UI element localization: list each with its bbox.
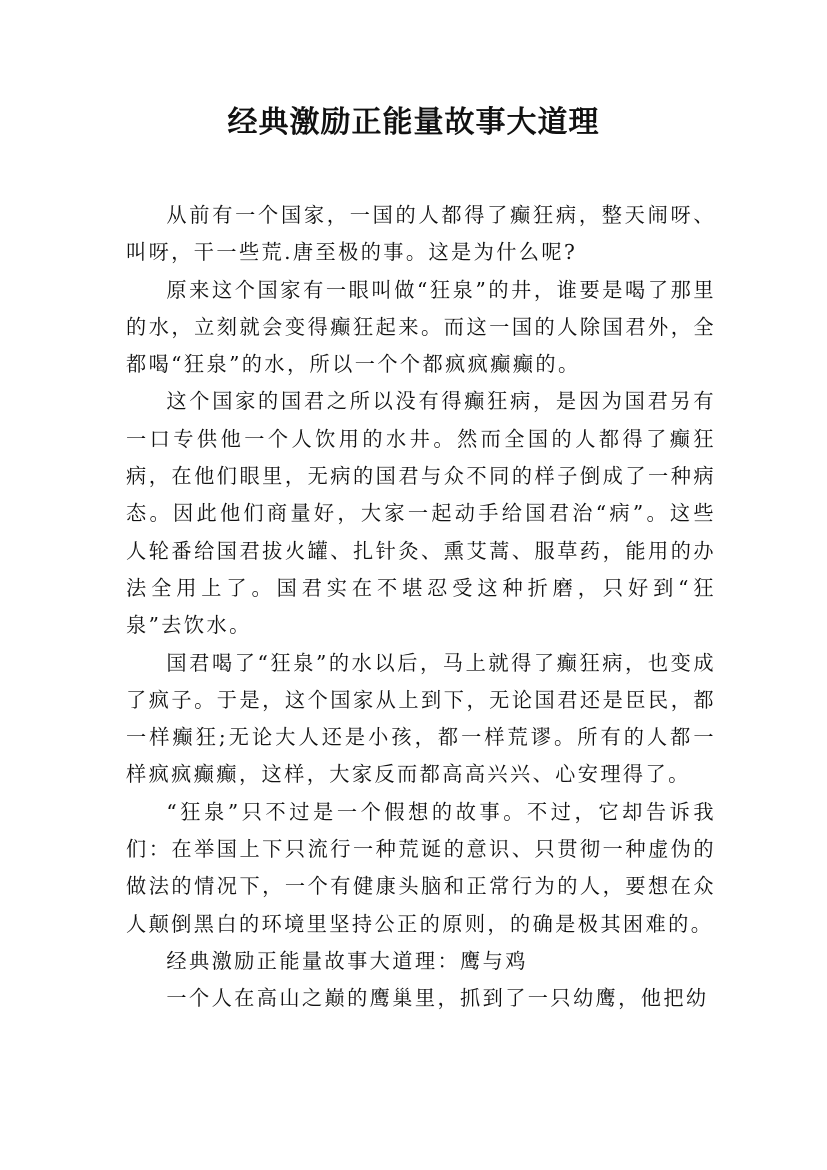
paragraph-2: 原来这个国家有一眼叫做“狂泉”的井，谁要是喝了那里的水，立刻就会变得癫狂起来。而这一国的人除国君外，全都喝“狂泉”的水，所以一个个都疯疯癫癫的。 (126, 277, 716, 377)
section-heading: 经典激励正能量故事大道理：鹰与鸡 (166, 948, 528, 973)
paragraph-5: “狂泉”只不过是一个假想的故事。不过，它却告诉我们：在举国上下只流行一种荒诞的意识、只贯彻一种虚伪的做法的情况下，一个有健康头脑和正常行为的人，要想在众人颠倒黑白的环境里坚持公正的原则，的确是极其困难的。 (126, 799, 716, 936)
document-title: 经典激励正能量故事大道理 (227, 105, 600, 140)
paragraph-6: 一个人在高山之巅的鹰巢里，抓到了一只幼鹰，他把幼 (166, 986, 709, 1011)
paragraph-1: 从前有一个国家，一国的人都得了癫狂病，整天闹呀、叫呀，干一些荒.唐至极的事。这是为什么呢? (126, 203, 716, 265)
document-body (126, 197, 716, 1018)
paragraph-3: 这个国家的国君之所以没有得癫狂病，是因为国君另有一口专供他一个人饮用的水井。然而全国的人都得了癫狂病，在他们眼里，无病的国君与众不同的样子倒成了一种病态。因此他们商量好，大家一起动手给国君治“病”。这些人轮番给国君拔火罐、扎针灸、熏艾蒿、服草药，能用的办法全用上了。国君实在不堪忍受这种折磨，只好到“狂泉”去饮水。 (126, 389, 716, 638)
paragraph-4: 国君喝了“狂泉”的水以后，马上就得了癫狂病，也变成了疯子。于是，这个国家从上到下，无论国君还是臣民，都一样癫狂;无论大人还是小孩，都一样荒谬。所有的人都一样疯疯癫癫，这样，大家反而都高高兴兴、心安理得了。 (126, 650, 716, 787)
